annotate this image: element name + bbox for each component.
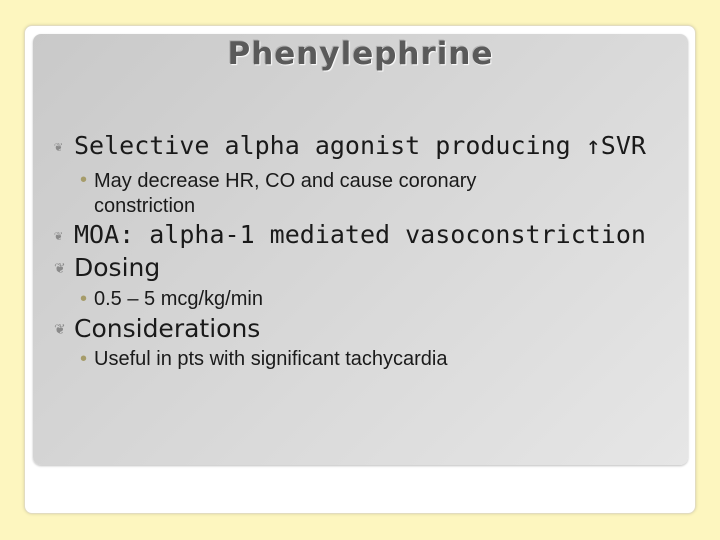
slide-title: Phenylephrine bbox=[227, 36, 494, 72]
bullet-text: Selective alpha agonist producing ↑SVR bbox=[74, 131, 646, 160]
sub-bullet-item-hr-co bbox=[80, 169, 564, 219]
sub-bullet-text: 0.5 – 5 mcg/kg/min bbox=[94, 288, 263, 310]
content-panel bbox=[33, 34, 688, 465]
dot-icon: • bbox=[80, 288, 88, 310]
fleuron-icon: ❦ bbox=[54, 139, 63, 155]
bullet-text: Considerations bbox=[74, 314, 261, 343]
bullet-text: MOA: alpha-1 mediated vasoconstriction bbox=[74, 220, 646, 249]
fleuron-icon: ❦ bbox=[54, 322, 66, 338]
sub-bullet-item-dose bbox=[80, 288, 263, 311]
bullet-item-dosing bbox=[54, 253, 160, 282]
sub-bullet-text: Useful in pts with significant tachycardia bbox=[94, 348, 448, 370]
bullet-item-selective-alpha bbox=[54, 131, 646, 160]
fleuron-icon: ❦ bbox=[54, 261, 66, 277]
dot-icon: • bbox=[80, 348, 88, 370]
fleuron-icon: ❦ bbox=[54, 228, 63, 244]
bullet-item-moa bbox=[54, 220, 646, 249]
sub-bullet-item-tachycardia bbox=[80, 348, 448, 371]
bullet-item-considerations bbox=[54, 314, 260, 343]
dot-icon: • bbox=[80, 169, 88, 191]
bullet-text: Dosing bbox=[74, 253, 161, 282]
sub-bullet-text: May decrease HR, CO and cause coronary constriction bbox=[94, 170, 477, 217]
